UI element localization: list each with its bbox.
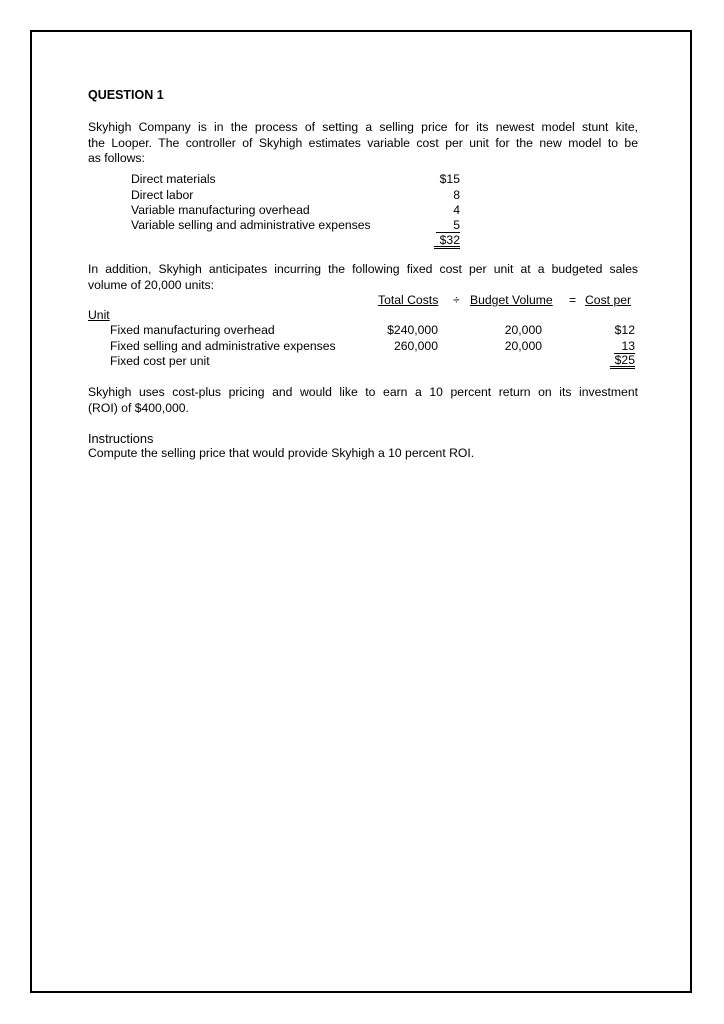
fixed-cost-total-label: Fixed cost per unit — [110, 354, 210, 368]
variable-cost-amount: 4 — [453, 203, 460, 217]
fixed-cost-label: Fixed selling and administrative expenses — [110, 339, 336, 353]
variable-cost-label: Variable manufacturing overhead — [131, 203, 310, 217]
variable-cost-label: Direct materials — [131, 172, 216, 186]
variable-cost-amount: $15 — [439, 172, 460, 186]
fixed-cost-label: Fixed manufacturing overhead — [110, 323, 275, 337]
header-unit: Unit — [88, 308, 110, 322]
fixed-intro-line: volume of 20,000 units: — [88, 277, 215, 292]
header-divide-sign: ÷ — [453, 293, 460, 307]
pricing-line: Skyhigh uses cost-plus pricing and would like to earn a 10 percent return on its investment — [88, 385, 638, 399]
fixed-cost-per-unit: $12 — [614, 323, 635, 337]
intro-paragraph — [88, 120, 638, 167]
header-cost-per: Cost per — [585, 293, 632, 307]
variable-cost-label: Variable selling and administrative expenses — [131, 218, 371, 232]
question-title: QUESTION 1 — [88, 88, 164, 102]
variable-cost-label: Direct labor — [131, 188, 194, 202]
variable-cost-amount: 8 — [453, 188, 460, 202]
intro-line: as follows: — [88, 151, 145, 165]
instructions-text: Compute the selling price that would provide Skyhigh a 10 percent ROI. — [88, 446, 475, 460]
fixed-cost-volume: 20,000 — [504, 339, 542, 353]
fixed-cost-intro — [88, 262, 638, 293]
fixed-cost-total: 260,000 — [393, 339, 438, 353]
pricing-paragraph — [88, 385, 638, 416]
header-budget-volume: Budget Volume — [470, 293, 553, 307]
intro-line: Skyhigh Company is in the process of setting a selling price for its newest model stunt kite, — [88, 120, 638, 134]
fixed-cost-total-value: $25 — [610, 354, 635, 369]
header-equals-sign: = — [569, 293, 577, 307]
fixed-cost-per-unit: 13 — [614, 339, 635, 354]
fixed-cost-volume: 20,000 — [504, 323, 542, 337]
page-border — [30, 30, 692, 993]
fixed-cost-total: $240,000 — [387, 323, 438, 337]
instructions-heading: Instructions — [88, 431, 154, 446]
pricing-line: (ROI) of $400,000. — [88, 400, 189, 415]
header-total-costs: Total Costs — [378, 293, 439, 307]
variable-cost-total: $32 — [434, 234, 460, 249]
variable-cost-amount: 5 — [436, 218, 460, 233]
fixed-intro-line: In addition, Skyhigh anticipates incurring the following fixed cost per unit at a budgeted sales — [88, 262, 638, 276]
intro-line: the Looper. The controller of Skyhigh estimates variable cost per unit for the new model to be — [88, 135, 638, 150]
